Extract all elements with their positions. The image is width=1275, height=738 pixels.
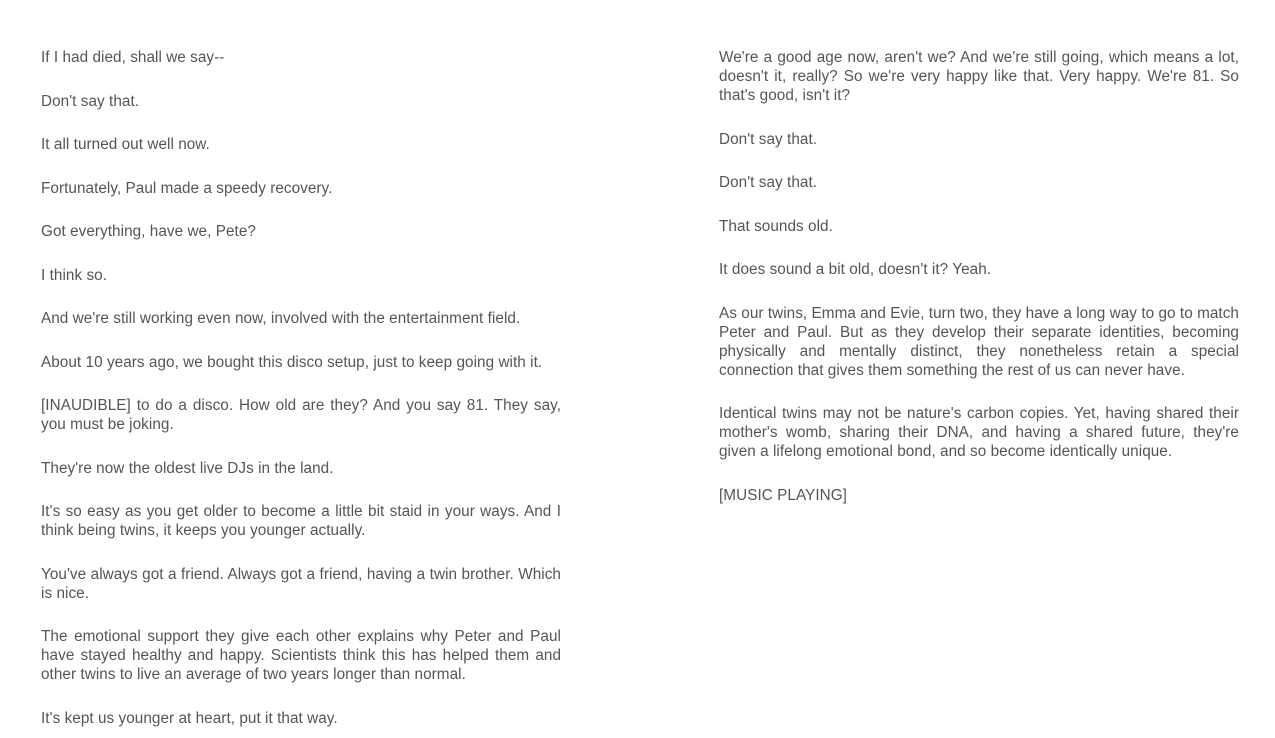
transcript-paragraph: [INAUDIBLE] to do a disco. How old are they? And you say 81. They say, you must be joking. xyxy=(41,397,561,433)
transcript-paragraph: I think so. xyxy=(41,266,108,284)
left-column xyxy=(41,48,561,728)
transcript-paragraph: Don't say that. xyxy=(41,92,140,110)
transcript-paragraph: It's so easy as you get older to become a little bit staid in your ways. And I think being twins, it keeps you younger actually. xyxy=(41,503,561,539)
transcript-paragraph: [MUSIC PLAYING] xyxy=(719,486,847,504)
transcript-paragraph: And we're still working even now, involved with the entertainment field. xyxy=(41,310,521,327)
transcript-paragraph: If I had died, shall we say-- xyxy=(41,49,225,66)
transcript-paragraph: It's kept us younger at heart, put it that way. xyxy=(41,709,338,727)
transcript-paragraph: They're now the oldest live DJs in the land. xyxy=(41,459,334,477)
transcript-paragraph: It does sound a bit old, doesn't it? Yeah. xyxy=(719,261,992,278)
transcript-paragraph: Fortunately, Paul made a speedy recovery. xyxy=(41,179,333,197)
transcript-paragraph: Don't say that. xyxy=(719,130,818,148)
transcript-paragraph: About 10 years ago, we bought this disco setup, just to keep going with it. xyxy=(41,353,543,371)
transcript-paragraph: Got everything, have we, Pete? xyxy=(41,223,256,240)
transcript-paragraph: That sounds old. xyxy=(719,217,833,235)
transcript-paragraph: Don't say that. xyxy=(719,174,818,191)
transcript-paragraph: You've always got a friend. Always got a friend, having a twin brother. Which is nice. xyxy=(41,565,561,602)
transcript-paragraph: Identical twins may not be nature's carbon copies. Yet, having shared their mother's womb, sharing their DNA, and having a shared future, they're given a lifelong emotional bond, and so become identically unique. xyxy=(719,405,1239,460)
transcript-paragraph: It all turned out well now. xyxy=(41,136,210,153)
transcript-paragraph: The emotional support they give each other explains why Peter and Paul have stayed healthy and happy. Scientists think this has helped them and other twins to live an average of two years longer than normal. xyxy=(41,628,561,683)
transcript-paragraph: We're a good age now, aren't we? And we're still going, which means a lot, doesn't it, really? So we're very happy like that. Very happy. We're 81. So that's good, isn't it? xyxy=(719,49,1239,104)
transcript-paragraph: As our twins, Emma and Evie, turn two, they have a long way to go to match Peter and Paul. But as they develop their separate identities, becoming physically and mentally distinct, they nonetheless retain a special connection that gives them something the rest of us can never have. xyxy=(719,304,1239,379)
right-column xyxy=(719,48,1239,505)
